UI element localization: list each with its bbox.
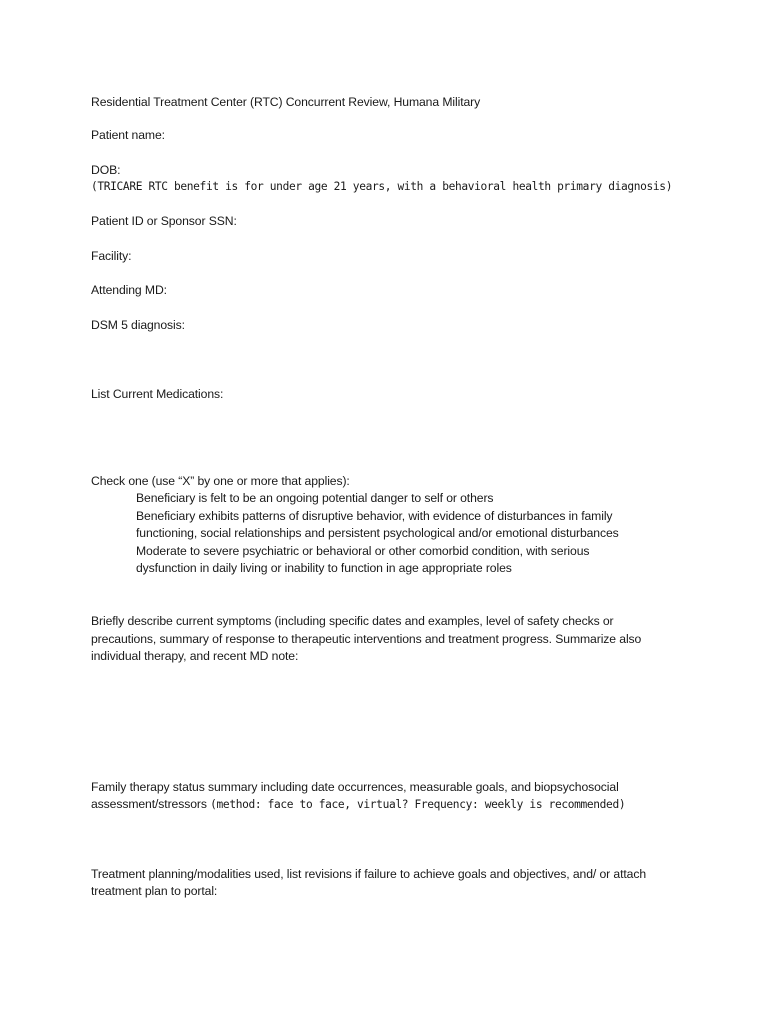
dob-label: DOB: [91, 163, 121, 177]
check-one-instruction: Check one (use “X” by one or more that applies): [91, 474, 350, 488]
symptoms-prompt-line1: Briefly describe current symptoms (including specific dates and examples, level of safety checks or [91, 614, 614, 628]
patient-id-label: Patient ID or Sponsor SSN: [91, 214, 237, 228]
family-therapy-prefix: assessment/stressors [91, 797, 207, 811]
check-option-comorbid: Moderate to severe psychiatric or behavioral or other comorbid condition, with serious [136, 544, 590, 558]
dsm5-diagnosis-label: DSM 5 diagnosis: [91, 318, 185, 332]
symptoms-prompt-line2: precautions, summary of response to therapeutic interventions and treatment progress. Summarize also [91, 632, 642, 646]
check-option-comorbid-cont: dysfunction in daily living or inability to function in age appropriate roles [136, 561, 512, 575]
check-option-disruptive-cont: functioning, social relationships and persistent psychological and/or emotional disturbances [136, 526, 619, 540]
dob-note: (TRICARE RTC benefit is for under age 21 years, with a behavioral health primary diagnosis) [91, 180, 673, 193]
family-therapy-note: (method: face to face, virtual? Frequency: weekly is recommended) [210, 798, 626, 811]
family-therapy-prompt-line1: Family therapy status summary including date occurrences, measurable goals, and biopsychosocial [91, 780, 619, 794]
symptoms-prompt-line3: individual therapy, and recent MD note: [91, 649, 299, 663]
facility-label: Facility: [91, 249, 132, 263]
current-medications-label: List Current Medications: [91, 387, 224, 401]
attending-md-label: Attending MD: [91, 283, 167, 297]
check-option-danger: Beneficiary is felt to be an ongoing potential danger to self or others [136, 491, 494, 505]
form-title: Residential Treatment Center (RTC) Concurrent Review, Humana Military [91, 95, 481, 109]
treatment-planning-prompt-line2: treatment plan to portal: [91, 884, 218, 898]
patient-name-label: Patient name: [91, 128, 165, 142]
check-option-disruptive: Beneficiary exhibits patterns of disruptive behavior, with evidence of disturbances in family [136, 509, 613, 523]
treatment-planning-prompt-line1: Treatment planning/modalities used, list revisions if failure to achieve goals and objectives, and/ or attach [91, 867, 646, 881]
family-therapy-prompt-line2 [91, 796, 625, 814]
